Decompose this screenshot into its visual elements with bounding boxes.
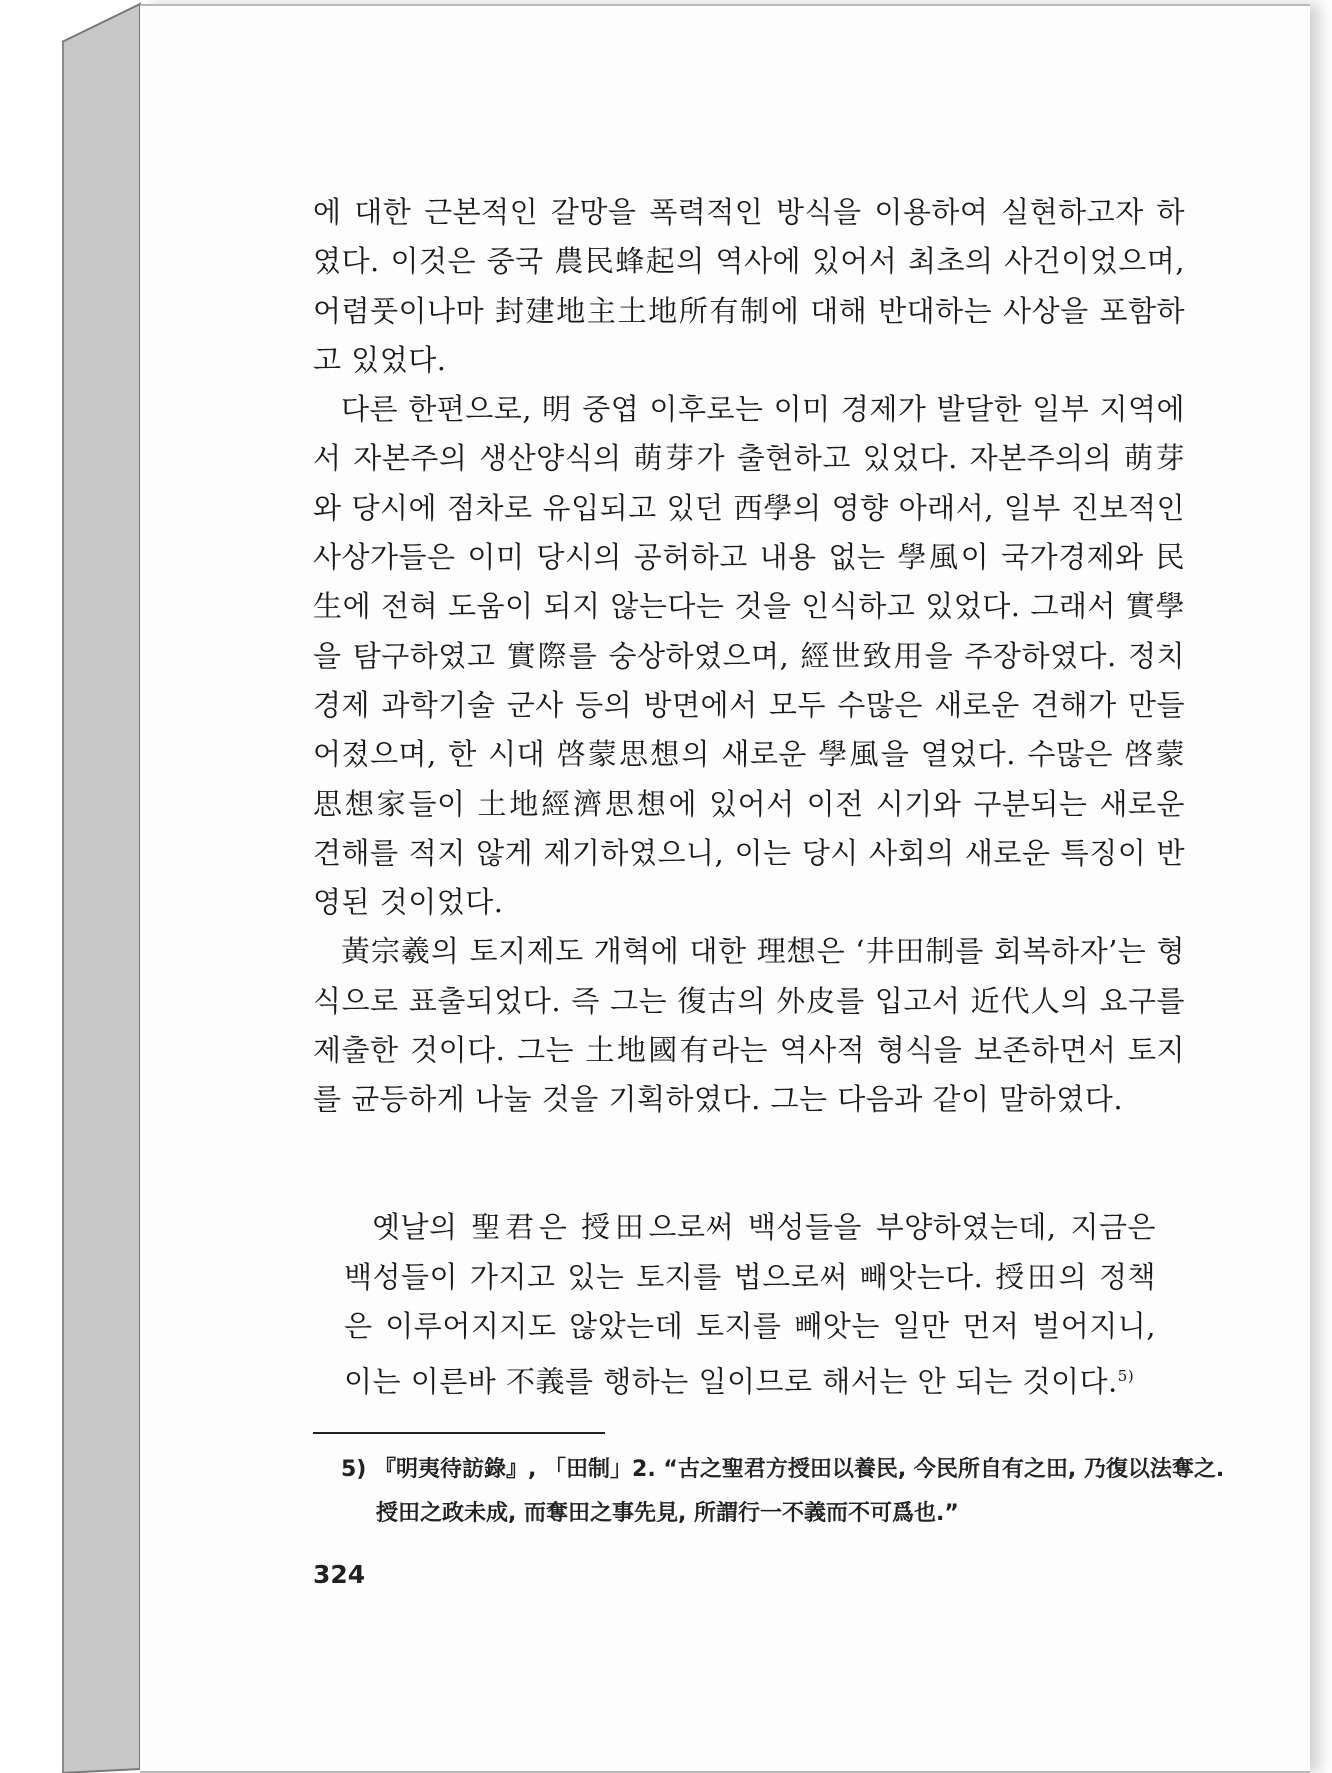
block-quote xyxy=(344,1203,1156,1407)
book-spine xyxy=(62,0,142,1773)
quote-text: 옛날의 聖君은 授田으로써 백성들을 부양하였는데, 지금은 백성들이 가지고 있는 토지를 법으로써 빼앗는다. 授田의 정책은 이루어지지도 않았는데 토지를 빼앗는 일만 먼저 벌어지니, 이는 이른바 不義를 행하는 일이므로 해서는 안 되는 것이다. xyxy=(344,1210,1156,1399)
paragraph-1: 에 대한 근본적인 갈망을 폭력적인 방식을 이용하여 실현하고자 하였다. 이것은 중국 農民蜂起의 역사에 있어서 최초의 사건이었으며, 어렴풋이나마 封建地主土地所有制에 대해 반대하는 사상을 포함하고 있었다. xyxy=(313,195,1185,377)
paragraph-2: 다른 한편으로, 明 중엽 이후로는 이미 경제가 발달한 일부 지역에서 자본주의 생산양식의 萌芽가 출현하고 있었다. 자본주의의 萌芽와 당시에 점차로 유입되고 있던 西學의 영향 아래서, 일부 진보적인 사상가들은 이미 당시의 공허하고 내용 없는 學風이 국가경제와 民生에 전혀 도움이 되지 않는다는 것을 인식하고 있었다. 그래서 實學을 탐구하였고 實際를 숭상하였으며, 經世致用을 주장하였다. 정치 경제 과학기술 군사 등의 방면에서 모두 수많은 새로운 견해가 만들어졌으며, 한 시대 啓蒙思想의 새로운 學風을 열었다. 수많은 啓蒙思想家들이 土地經濟思想에 있어서 이전 시기와 구분되는 새로운 견해를 적지 않게 제기하였으니, 이는 당시 사회의 새로운 특징이 반영된 것이었다. xyxy=(313,392,1185,920)
footnote: 5) 『明夷待訪錄』, 「田制」2. “古之聖君方授田以養民, 今民所自有之田, 乃復以法奪之. 授田之政未成, 而奪田之事先見, 所謂行一不義而不可爲也.” xyxy=(341,1457,1225,1526)
page-number: 324 xyxy=(313,1560,366,1589)
body-text xyxy=(313,188,1185,1125)
footnote-reference: 5) xyxy=(1117,1366,1135,1385)
footnote-divider xyxy=(313,1432,605,1434)
paragraph-3: 黃宗羲의 토지제도 개혁에 대한 理想은 ‘井田制를 회복하자’는 형식으로 표출되었다. 즉 그는 復古의 外皮를 입고서 近代人의 요구를 제출한 것이다. 그는 土地國有라는 역사적 형식을 보존하면서 토지를 균등하게 나눌 것을 기획하였다. 그는 다음과 같이 말하였다. xyxy=(313,934,1185,1117)
